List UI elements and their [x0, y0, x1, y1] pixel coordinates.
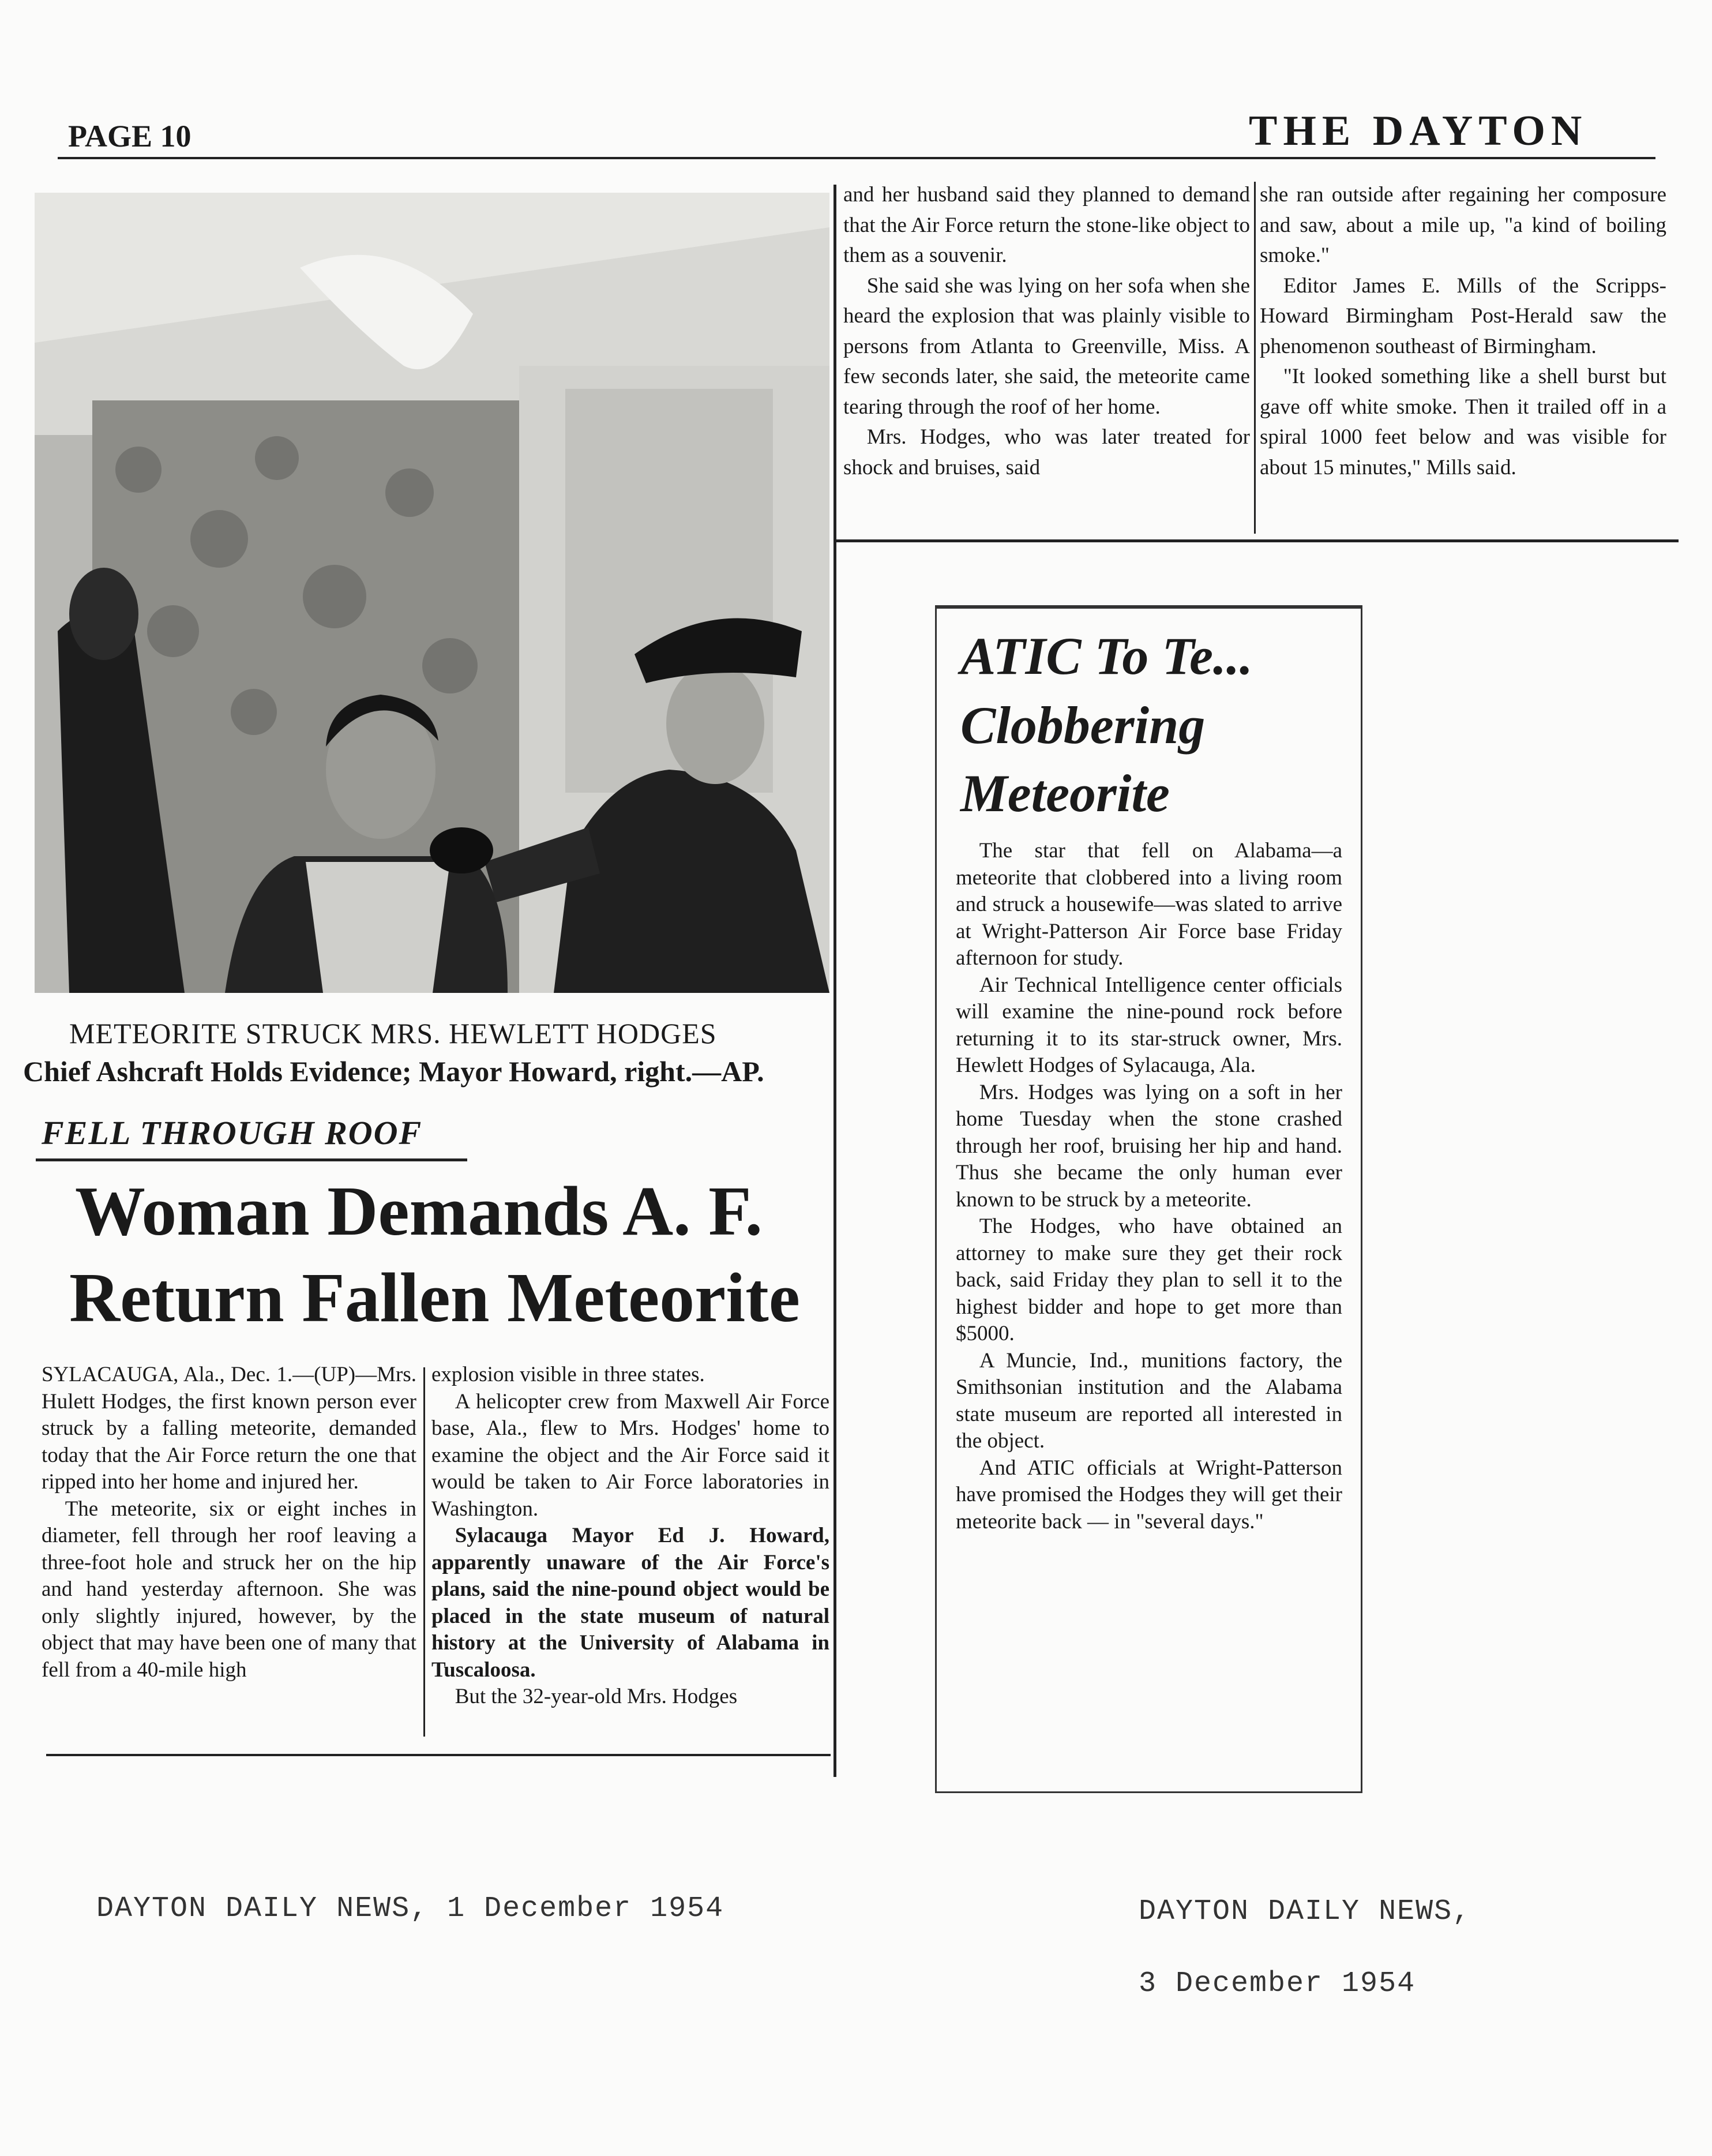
paragraph: explosion visible in three states.: [431, 1363, 705, 1386]
photo-caption-line1: METEORITE STRUCK MRS. HEWLETT HODGES: [69, 1017, 717, 1049]
page-number: PAGE 10: [68, 119, 192, 153]
paragraph: She said she was lying on her sofa when she heard the explosion that was plainly visible to persons from Atlanta to Greenville, Miss. A few seconds later, she said, the meteorite came tearing through the roof of her home.: [843, 273, 1250, 419]
source-note-right-line1: DAYTON DAILY NEWS,: [1139, 1895, 1471, 1928]
paragraph: The star that fell on Alabama—a meteorite that clobbered into a living room and struck a housewife—was slated to arrive at Wright-Patterson Air Force base Friday afternoon for study.: [956, 839, 1342, 970]
masthead-rule: [58, 157, 1655, 159]
photo-caption-line2: Chief Ashcraft Holds Evidence; Mayor Howard, right.—AP.: [23, 1055, 764, 1088]
article-column-2: [431, 1362, 829, 1711]
newspaper-name: THE DAYTON: [1249, 107, 1588, 155]
column-rule: [1254, 182, 1256, 534]
column-bottom-rule: [836, 539, 1679, 542]
paragraph: A helicopter crew from Maxwell Air Force base, Ala., flew to Mrs. Hodges' home to examine the object and the Air Force said it would be taken to Air Force laboratories in Washington.: [431, 1389, 829, 1521]
article-kicker: FELL THROUGH ROOF: [42, 1114, 423, 1152]
paragraph: and her husband said they planned to demand that the Air Force return the stone-like object to them as a souvenir.: [843, 183, 1250, 267]
paragraph: And ATIC officials at Wright-Patterson have promised the Hodges they will get their meteorite back — in "several days.": [956, 1456, 1342, 1533]
article2-title-line2: Clobbering: [960, 696, 1206, 755]
article-column-4: [1260, 180, 1666, 483]
column-rule: [834, 185, 836, 1777]
paragraph: Sylacauga Mayor Ed J. Howard, apparently unaware of the Air Force's plans, said the nine-pound object would be placed in the state museum of natural history at the University of Alabama in Tuscaloosa.: [431, 1524, 829, 1682]
news-photo: [35, 193, 829, 993]
paragraph: "It looked something like a shell burst but gave off white smoke. Then it trailed off in a spiral 1000 feet below and was visible for about 15 minutes," Mills said.: [1260, 365, 1666, 479]
bottom-rule: [46, 1754, 831, 1756]
paragraph: A Muncie, Ind., munitions factory, the Smithsonian institution and the Alabama state museum are reported all interested in the object.: [956, 1348, 1342, 1453]
article-column-1: [42, 1362, 416, 1683]
source-note-right-line2: 3 December 1954: [1139, 1967, 1416, 2000]
headline-line1: Woman Demands A. F.: [75, 1172, 763, 1250]
column-rule: [423, 1367, 425, 1737]
article2-title-line3: Meteorite: [960, 764, 1170, 823]
paragraph: Air Technical Intelligence center officials will examine the nine-pound rock before returning it to its star-struck owner, Mrs. Hewlett Hodges of Sylacauga, Ala.: [956, 973, 1342, 1077]
paragraph: Mrs. Hodges, who was later treated for shock and bruises, said: [843, 425, 1250, 479]
kicker-rule: [36, 1158, 467, 1161]
article2-title-line1: ATIC To Te...: [960, 627, 1253, 685]
paragraph: she ran outside after regaining her composure and saw, about a mile up, "a kind of boiling smoke.": [1260, 183, 1666, 267]
article2-body: [956, 838, 1342, 1535]
headline-line2: Return Fallen Meteorite: [69, 1259, 800, 1337]
source-note-left: DAYTON DAILY NEWS, 1 December 1954: [96, 1892, 724, 1925]
paragraph: Editor James E. Mills of the Scripps-Howard Birmingham Post-Herald saw the phenomenon southeast of Birmingham.: [1260, 273, 1666, 358]
paragraph: Mrs. Hodges was lying on a soft in her home Tuesday when the stone crashed through her roof, bruising her hip and hand. Thus she became the only human ever known to be struck by a meteorite.: [956, 1080, 1342, 1212]
paragraph: The Hodges, who have obtained an attorney to make sure they get their rock back, said Friday they plan to sell it to the highest bidder and hope to get more than $5000.: [956, 1214, 1342, 1345]
paragraph: SYLACAUGA, Ala., Dec. 1.—(UP)—Mrs. Hulett Hodges, the first known person ever struck by a falling meteorite, demanded today that the Air Force return the one that ripped into her home and injured her.: [42, 1363, 416, 1494]
paragraph: But the 32-year-old Mrs. Hodges: [455, 1685, 738, 1708]
article-column-3: [843, 180, 1250, 483]
paragraph: The meteorite, six or eight inches in diameter, fell through her roof leaving a three-foot hole and struck her on the hip and hand yesterday afternoon. She was only slightly injured, however, by the object that may have been one of many that fell from a 40-mile high: [42, 1497, 416, 1682]
